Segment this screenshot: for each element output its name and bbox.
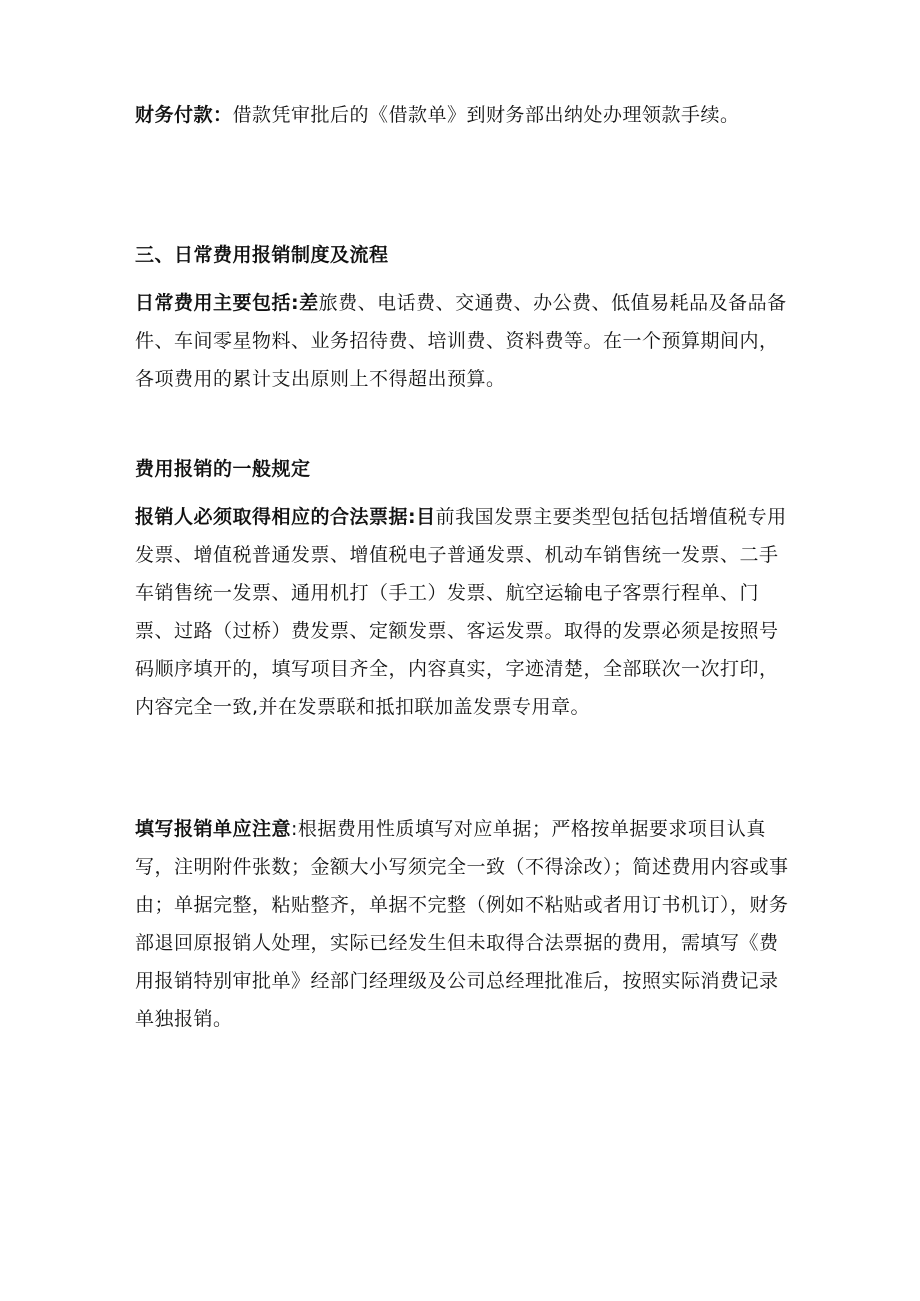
expenses-scope-text: 旅费、电话费、交通费、办公费、低值易耗品及备品备件、车间零星物料、业务招待费、培训费、资料费等。在一个预算期间内，各项费用的累计支出原则上不得超出预算。 bbox=[135, 292, 787, 390]
payment-paragraph bbox=[135, 96, 795, 134]
invoice-rule-paragraph bbox=[135, 498, 795, 726]
expenses-scope-bold-start: 差 bbox=[299, 292, 319, 314]
invoice-rule-bold-start: 目 bbox=[416, 506, 436, 528]
general-rules-heading: 费用报销的一般规定 bbox=[135, 458, 311, 480]
fill-rule-label: 填写报销单应注意 bbox=[135, 818, 292, 840]
fill-rule-paragraph bbox=[135, 810, 795, 1038]
expenses-scope-paragraph bbox=[135, 284, 795, 398]
expenses-scope-label: 日常费用主要包括: bbox=[135, 292, 300, 314]
invoice-rule-text: 前我国发票主要类型包括包括增值税专用发票、增值税普通发票、增值税电子普通发票、机动车销售统一发票、二手车销售统一发票、通用机打（手工）发票、航空运输电子客票行程单、门票、过路（过桥）费发票、定额发票、客运发票。取得的发票必须是按照号码顺序填开的，填写项目齐全，内容真实，字迹清楚，全部联次一次打印，内容完全一致,并在发票联和抵扣联加盖发票专用章。 bbox=[135, 506, 787, 718]
section-heading: 三、日常费用报销制度及流程 bbox=[135, 244, 389, 266]
fill-rule-text: :根据费用性质填写对应单据；严格按单据要求项目认真写，注明附件张数；金额大小写须完全一致（不得涂改）；简述费用内容或事由；单据完整，粘贴整齐，单据不完整（例如不粘贴或者用订书机订），财务部退回原报销人处理，实际已经发生但未取得合法票据的费用，需填写《费用报销特别审批单》经部门经理级及公司总经理批准后，按照实际消费记录单独报销。 bbox=[135, 818, 789, 1030]
payment-label: 财务付款： bbox=[135, 104, 233, 126]
payment-text: 借款凭审批后的《借款单》到财务部出纳处办理领款手续。 bbox=[232, 104, 740, 126]
invoice-rule-label: 报销人必须取得相应的合法票据: bbox=[135, 506, 417, 528]
